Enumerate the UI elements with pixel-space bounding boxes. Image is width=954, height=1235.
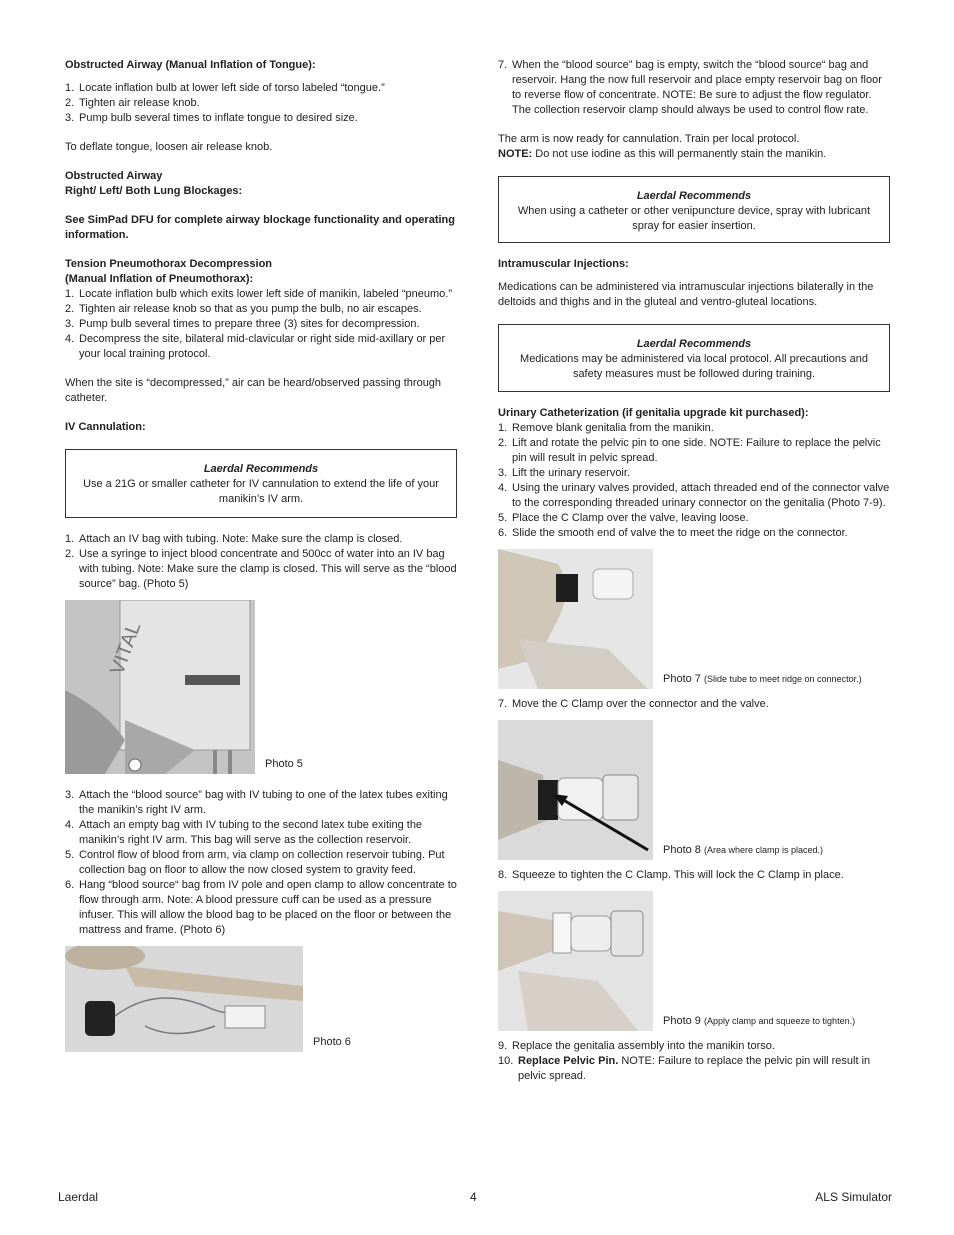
im-heading: Intramuscular Injections: [498, 258, 629, 270]
uc-heading: Urinary Catheterization (if genitalia upgrade kit purchased): [498, 407, 809, 419]
tension-heading-1: Tension Pneumothorax Decompression [65, 258, 273, 270]
box-title: Laerdal Recommends [636, 190, 752, 202]
footer-left: Laerdal [58, 1190, 99, 1204]
ready-text: The arm is now ready for cannulation. Train per local protocol. [498, 133, 800, 145]
tension-heading-2: (Manual Inflation of Pneumothorax): [65, 273, 254, 285]
photo8-caption: Photo 8 (Area where clamp is placed.) [663, 844, 824, 856]
tension-steps [65, 287, 457, 362]
list-item: 4. Decompress the site, bilateral mid-clavicular or right side mid-axillary or per your local training protocol. [65, 333, 446, 360]
recommendation-box-iv [65, 449, 457, 518]
box-title: Laerdal Recommends [636, 338, 752, 350]
tongue-deflate-text: To deflate tongue, loosen air release knob. [65, 141, 273, 153]
right-column [498, 58, 890, 1084]
uc-step-8 [498, 868, 890, 883]
left-column [65, 58, 457, 1052]
list-item: 4. Using the urinary valves provided, attach threaded end of the connector valve to the corresponding threaded urinary connector on the genitalia (Photo 7-9). [498, 482, 890, 509]
list-item: 1. Locate inflation bulb at lower left side of torso labeled “tongue.” [65, 82, 385, 94]
list-item: 3. Lift the urinary reservoir. [498, 467, 630, 479]
list-item: 5. Place the C Clamp over the valve, leaving loose. [498, 512, 749, 524]
footer-right: ALS Simulator [815, 1190, 892, 1204]
uc-step-7 [498, 697, 890, 712]
simpad-note: See SimPad DFU for complete airway blockage functionality and operating information. [65, 214, 455, 241]
list-item: 2. Use a syringe to inject blood concentrate and 500cc of water into an IV bag with tubing. Note: Make sure the clamp is closed. This will serve as the “blood source” bag. (Photo 5) [65, 548, 457, 590]
list-item: 4. Attach an empty bag with IV tubing to the second latex tube exiting the manikin’s right IV arm. This bag will serve as the collection reservoir. [65, 819, 423, 846]
photo6-caption: Photo 6 [313, 1036, 351, 1048]
svg-text:VITAL: VITAL [106, 619, 146, 678]
blockage-heading-2: Right/ Left/ Both Lung Blockages: [65, 185, 243, 197]
box-text: When using a catheter or other venipuncture device, spray with lubricant spray for easier insertion. [517, 205, 871, 232]
list-item: 8. Squeeze to tighten the C Clamp. This will lock the C Clamp in place. [498, 869, 844, 881]
list-item: 1. Locate inflation bulb which exits lower left side of manikin, labeled “pneumo.” [65, 288, 452, 300]
photo5-row [65, 600, 457, 774]
list-item: 3. Pump bulb several times to inflate tongue to desired size. [65, 112, 358, 124]
photo5-caption: Photo 5 [265, 758, 303, 770]
photo6-row [65, 946, 457, 1052]
iv-step-7 [498, 58, 890, 118]
photo-connector-ridge [498, 549, 653, 689]
list-item: 6. Hang “blood source“ bag from IV pole and open clamp to allow concentrate to flow through arm. Note: A blood pressure cuff can be used as a pressure infuser. This will allow the blood bag to be placed on the floor or between the mattress and frame. (Photo 6) [65, 879, 457, 936]
photo-iv-bag [65, 600, 255, 774]
photo7-row [498, 549, 890, 689]
list-item: 9. Replace the genitalia assembly into the manikin torso. [498, 1040, 775, 1052]
list-item: 7. When the “blood source” bag is empty, switch the “blood source“ bag and reservoir. Hang the now full reservoir and place empty reservoir bag on floor to reverse flow of concentrate. NOTE: Be sure to adjust the flow regulator. The collection reservoir clamp should always be used to control flow rate. [498, 59, 882, 116]
list-item: 2. Tighten air release knob. [65, 97, 200, 109]
list-item: 5. Control flow of blood from arm, via clamp on collection reservoir tubing. Put collection bag on floor to allow the now closed system to gravity feed. [65, 849, 445, 876]
iv-steps-b [65, 788, 457, 938]
iv-heading: IV Cannulation: [65, 421, 146, 433]
box-text: Use a 21G or smaller catheter for IV cannulation to extend the life of your manikin’s IV arm. [83, 478, 439, 505]
iodine-note: NOTE: Do not use iodine as this will permanently stain the manikin. [498, 148, 827, 160]
photo9-caption: Photo 9 (Apply clamp and squeeze to tighten.) [663, 1015, 856, 1027]
box-title: Laerdal Recommends [203, 463, 319, 475]
recommendation-box-medication [498, 324, 890, 392]
box-text: Medications may be administered via local protocol. All precautions and safety measures must be followed during training. [520, 353, 868, 380]
list-item: 10. Replace Pelvic Pin. NOTE: Failure to replace the pelvic pin will result in pelvic spread. [498, 1055, 871, 1082]
uc-steps [498, 421, 890, 541]
list-item: 6. Slide the smooth end of valve the to meet the ridge on the connector. [498, 527, 848, 539]
photo-arm-setup [65, 946, 303, 1052]
tongue-heading: Obstructed Airway (Manual Inflation of Tongue): [65, 59, 316, 71]
recommendation-box-lubricant [498, 176, 890, 243]
list-item: 1. Attach an IV bag with tubing. Note: Make sure the clamp is closed. [65, 533, 403, 545]
photo7-caption: Photo 7 (Slide tube to meet ridge on connector.) [663, 673, 862, 685]
photo8-row [498, 720, 890, 860]
photo-apply-clamp [498, 891, 653, 1031]
tongue-steps [65, 81, 457, 126]
list-item: 2. Lift and rotate the pelvic pin to one side. NOTE: Failure to replace the pelvic pin will result in pelvic spread. [498, 437, 881, 464]
blockage-heading-1: Obstructed Airway [65, 170, 163, 182]
decompressed-note: When the site is “decompressed,” air can be heard/observed passing through catheter. [65, 377, 442, 404]
photo-clamp-area [498, 720, 653, 860]
iv-steps-a [65, 532, 457, 592]
list-item: 2. Tighten air release knob so that as you pump the bulb, no air escapes. [65, 303, 422, 315]
list-item: 1. Remove blank genitalia from the manikin. [498, 422, 714, 434]
list-item: 3. Attach the “blood source” bag with IV tubing to one of the latex tubes exiting the manikin’s right IV arm. [65, 789, 448, 816]
list-item: 7. Move the C Clamp over the connector and the valve. [498, 698, 769, 710]
photo9-row [498, 891, 890, 1031]
page-number: 4 [470, 1190, 477, 1204]
uc-steps-final [498, 1039, 890, 1084]
list-item: 3. Pump bulb several times to prepare three (3) sites for decompression. [65, 318, 420, 330]
im-text: Medications can be administered via intramuscular injections bilaterally in the deltoids and thighs and in the gluteal and ventro-gluteal locations. [498, 281, 874, 308]
